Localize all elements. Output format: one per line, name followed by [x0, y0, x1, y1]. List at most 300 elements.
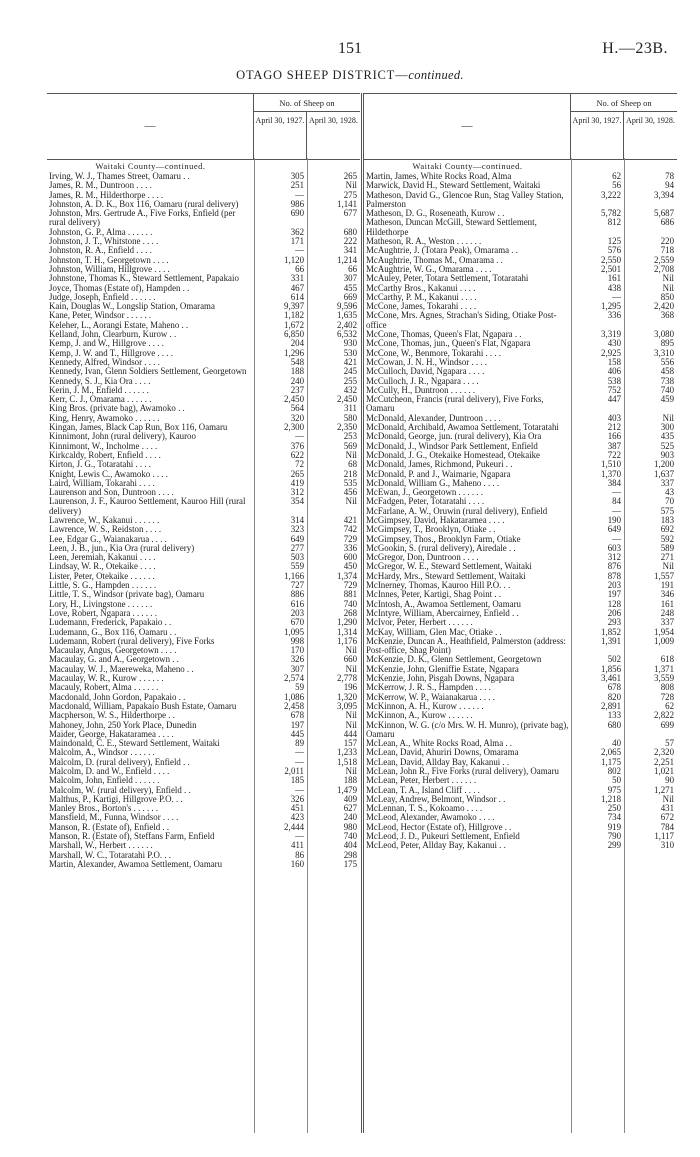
owner-name: James, R. M., Duntroon . . . . — [49, 181, 152, 191]
table-row — [364, 330, 677, 339]
sheep-count-1928: 589 — [660, 542, 674, 553]
table-row — [364, 609, 677, 618]
owner-name: Little, T. S., Windsor (private bag), Oamaru — [49, 590, 205, 600]
sheep-count-1928: 70 — [665, 496, 674, 507]
owner-name: Lory, H., Livingstone . . . . . . — [49, 599, 153, 609]
owner-name: Kingan, James, Black Cap Run, Box 116, Oamaru — [49, 423, 228, 433]
sheep-count-1927: 727 — [290, 580, 304, 591]
sheep-count-1928: 1,954 — [654, 626, 674, 637]
owner-name: Malcolm, A., Windsor . . . . . . — [49, 748, 155, 758]
owner-name: Mansfield, M., Funna, Windsor . . . . — [49, 813, 179, 823]
sheep-count-1928: Nil — [662, 793, 674, 804]
sheep-count-1928: 2,251 — [654, 756, 674, 767]
table-row — [47, 460, 360, 469]
sheep-count-1928: 718 — [660, 245, 674, 256]
sheep-count-1928: 9,596 — [337, 301, 357, 312]
owner-name: Maindonald, C. E., Steward Settlement, Waitaki — [49, 739, 220, 749]
table-row — [364, 544, 677, 553]
sheep-count-1928: 980 — [343, 821, 357, 832]
table-row — [47, 674, 360, 683]
owner-name: McKerrow, W. P., Waianakarua . . . . — [366, 692, 495, 702]
owner-name: Matheson, R. A., Weston . . . . . . — [366, 237, 482, 247]
sheep-count-1928: 311 — [344, 403, 357, 414]
table-row — [364, 246, 677, 255]
sheep-count-1927: 649 — [607, 524, 621, 535]
year-1927-header: April 30, 1927. — [254, 112, 307, 159]
table-row — [364, 284, 677, 293]
sheep-count-1928: 43 — [665, 487, 674, 498]
table-row — [364, 293, 677, 302]
sheep-count-1927: 614 — [290, 291, 304, 302]
sheep-count-1928: 337 — [660, 477, 674, 488]
sheep-count-1928: 729 — [343, 533, 357, 544]
sheep-count-1928: 268 — [343, 607, 357, 618]
sheep-count-1927: 1,370 — [601, 468, 621, 479]
sheep-count-1927: 128 — [607, 598, 621, 609]
table-row — [47, 451, 360, 460]
sheep-count-1928: 346 — [660, 589, 674, 600]
owner-name: McLean, Peter, Herbert . . . . . . — [366, 776, 477, 786]
table-row — [47, 367, 360, 376]
owner-name: Laurenson and Son, Duntroon . . . . — [49, 488, 174, 498]
owner-name: Maider, George, Hakataramea . . . . — [49, 729, 174, 739]
sheep-count-1928: 903 — [660, 449, 674, 460]
sheep-count-1927: 125 — [607, 236, 621, 247]
sheep-count-1927: 326 — [290, 793, 304, 804]
sheep-count-1927: 265 — [290, 468, 304, 479]
sheep-count-1928: 222 — [343, 236, 357, 247]
owner-name: McIntosh, A., Awamoa Settlement, Oamaru — [366, 599, 521, 609]
sheep-count-1927: 2,065 — [601, 747, 621, 758]
sheep-count-1928: 298 — [343, 849, 357, 860]
sheep-count-1928: 2,708 — [654, 263, 674, 274]
sheep-count-1928: 459 — [660, 394, 674, 405]
sheep-count-header: No. of Sheep on — [254, 94, 360, 112]
owner-name: Martin, James, White Rocks Road, Alma — [366, 172, 512, 181]
owner-name: McGimpsey, Thos., Brooklyn Farm, Otiake — [366, 534, 521, 544]
sheep-count-1928: 729 — [343, 580, 357, 591]
sheep-count-1927: 820 — [607, 691, 621, 702]
table-row — [364, 553, 677, 562]
sheep-count-1928: 1,635 — [337, 310, 357, 321]
owner-name: Marshall, W. C., Totaratahi P.O. . . — [49, 850, 171, 860]
owner-name: Matheson, David G., Glencoe Run, Stag Valley Station, Palmerston — [366, 190, 564, 209]
table-row — [47, 544, 360, 553]
sheep-count-1928: 740 — [343, 831, 357, 842]
owner-name: McDonald, George, jun. (rural delivery), Kia Ora — [366, 432, 542, 442]
table-row — [47, 721, 360, 730]
sheep-count-1927: 1,296 — [284, 347, 304, 358]
column-divider — [361, 93, 362, 1133]
sheep-count-1927: 185 — [290, 775, 304, 786]
sheep-count-1927: 790 — [607, 831, 621, 842]
sheep-count-1927: 559 — [290, 561, 304, 572]
owner-name: McCowan, J. N. H., Windsor . . . . — [366, 357, 488, 367]
owner-name: Kirton, J. G., Totaratahi . . . . — [49, 460, 152, 470]
table-row — [364, 423, 677, 432]
owner-name: McKenzie, D. K., Glenn Settlement, Georgetown — [366, 655, 542, 665]
table-row — [364, 442, 677, 451]
owner-name: McLeod, Peter, Allday Bay, Kakanui . . — [366, 841, 506, 851]
owner-name: McKerrow, J. R. S., Hampden . . . . — [366, 683, 491, 693]
sheep-count-1927: 975 — [607, 784, 621, 795]
sheep-count-1927: 203 — [607, 580, 621, 591]
table-row — [47, 702, 360, 711]
owner-name: Manley Bros., Borton's . . . . . . — [49, 804, 159, 814]
sheep-count-1927: 212 — [607, 422, 621, 433]
sheep-count-1928: 1,021 — [654, 766, 674, 776]
sheep-count-1928: 2,778 — [337, 673, 357, 684]
sheep-count-1927: 876 — [607, 561, 621, 572]
sheep-count-1928: 569 — [343, 440, 357, 451]
sheep-count-1928: 307 — [343, 273, 357, 284]
table-row — [364, 172, 677, 181]
table-row — [47, 776, 360, 785]
sheep-count-1928: 3,559 — [654, 673, 674, 684]
table-row — [47, 600, 360, 609]
table-row — [47, 414, 360, 423]
sheep-count-1927: 336 — [607, 310, 621, 321]
table-row — [47, 349, 360, 358]
owner-name: Macpherson, W. S., Hilderthorpe . . — [49, 711, 175, 721]
sheep-count-1927: 86 — [295, 849, 304, 860]
sheep-count-1927: 1,391 — [601, 635, 621, 646]
sheep-count-1928: 1,557 — [654, 570, 674, 581]
sheep-count-1927: 734 — [607, 812, 621, 823]
sheep-count-1928: 530 — [343, 347, 357, 358]
table-row — [47, 767, 360, 776]
owner-name: McDonald, Archibald, Awamoa Settlement, Totaratahi — [366, 423, 559, 433]
owner-name: McDonald, William G., Maheno . . . . — [366, 478, 500, 488]
sheep-count-1928: 627 — [343, 803, 357, 814]
table-row — [364, 414, 677, 423]
table-row — [364, 711, 677, 720]
table-row — [47, 748, 360, 757]
owner-name: McLeod, Alexander, Awamoko . . . . — [366, 813, 495, 823]
sheep-count-1927: 314 — [290, 514, 304, 525]
owner-name: McCutcheon, Francis (rural delivery), Five Forks, Oamaru — [366, 395, 544, 414]
table-row — [47, 200, 360, 209]
table-row — [47, 191, 360, 200]
sheep-count-1927: 376 — [290, 440, 304, 451]
sheep-count-1928: 341 — [343, 245, 357, 256]
sheep-count-1927: 447 — [607, 394, 621, 405]
owner-name: Kennedy, Alfred, Windsor . . . . — [49, 357, 160, 367]
sheep-count-1927: 84 — [612, 496, 621, 507]
sheep-count-1927: 240 — [290, 375, 304, 386]
sheep-count-1927: 384 — [607, 477, 621, 488]
table-row — [47, 646, 360, 655]
table-row — [47, 172, 360, 181]
owner-name: McKenzie, John, Pisgah Downs, Ngapara — [366, 674, 515, 684]
sheep-count-1927: 161 — [607, 273, 621, 284]
sheep-count-1927: 548 — [290, 356, 304, 367]
sheep-count-1927: 251 — [290, 180, 304, 191]
table-row — [47, 618, 360, 627]
owner-name: McAughtrie, Thomas M., Omarama . . — [366, 255, 503, 265]
sheep-count-1928: 3,394 — [654, 189, 674, 200]
owner-name: Ludemann, Robert (rural delivery), Five Forks — [49, 636, 215, 646]
table-row — [47, 246, 360, 255]
sheep-count-1927: 3,461 — [601, 673, 621, 684]
owner-name: Love, Robert, Ngapara . . . . . . — [49, 608, 157, 618]
sheep-count-1928: 191 — [660, 580, 674, 591]
sheep-count-1927: 670 — [290, 617, 304, 628]
sheep-count-1927: 160 — [290, 858, 304, 869]
table-row — [364, 367, 677, 376]
owner-name: McAuley, Peter, Totara Settlement, Totaratahi — [366, 274, 529, 284]
sheep-count-1927: 312 — [607, 552, 621, 563]
sheep-count-1927: 326 — [290, 654, 304, 665]
table-row — [364, 525, 677, 534]
owner-name: McAughtrie, J. (Totara Peak), Omarama . . — [366, 246, 518, 256]
table-row — [47, 479, 360, 488]
sheep-count-1928: 255 — [343, 375, 357, 386]
owner-name: McLennan, T. S., Kokoamo . . . . — [366, 804, 483, 814]
sheep-count-1928: 742 — [343, 524, 357, 535]
sheep-count-1928: 930 — [343, 338, 357, 349]
sheep-count-1927: 3,319 — [601, 329, 621, 340]
table-row — [364, 562, 677, 571]
sheep-count-1928: Nil — [345, 710, 357, 721]
owner-name: McKay, William, Glen Mac, Otiake . . — [366, 627, 502, 637]
sheep-count-1927: 56 — [612, 180, 621, 191]
sheep-count-1927: 72 — [295, 459, 304, 470]
sheep-count-1927: 2,458 — [284, 700, 304, 711]
sheep-count-1928: 3,080 — [654, 329, 674, 340]
sheep-count-1927: 166 — [607, 431, 621, 442]
table-row — [47, 665, 360, 674]
owner-name: Macaulay, Angus, Georgetown . . . . — [49, 646, 177, 656]
owner-name: McCarthy Bros., Kakanui . . . . — [366, 283, 476, 293]
sheep-count-1927: 419 — [290, 477, 304, 488]
table-row — [364, 488, 677, 497]
sheep-count-1927: — — [612, 533, 621, 544]
sheep-count-1927: 752 — [607, 384, 621, 395]
sheep-count-1928: 686 — [660, 217, 674, 228]
table-row — [364, 600, 677, 609]
table-row — [364, 507, 677, 516]
owner-name: Kerin, J. M., Enfield . . . . . . — [49, 385, 149, 395]
sheep-count-1928: 3,310 — [654, 347, 674, 358]
owner-name: Kirkcaldy, Robert, Enfield . . . . — [49, 450, 161, 460]
sheep-count-1927: 690 — [290, 208, 304, 219]
table-row — [364, 683, 677, 692]
sheep-count-1927: 323 — [290, 524, 304, 535]
sheep-count-1928: 1,233 — [337, 747, 357, 758]
left-column — [47, 93, 360, 1133]
sheep-count-1927: 2,925 — [601, 347, 621, 358]
sheep-count-1928: 175 — [343, 858, 357, 869]
sheep-count-1928: 271 — [660, 552, 674, 563]
owner-name: McDonald, James, Richmond, Pukeuri . . — [366, 460, 513, 470]
owner-name: Kelland, John, Clearburn, Kurow . . — [49, 330, 177, 340]
table-row — [364, 470, 677, 479]
sheep-count-1928: 1,314 — [337, 626, 357, 637]
owner-name: Kemp, J. W. and T., Hillgrove . . . . — [49, 348, 173, 358]
sheep-count-1927: 190 — [607, 514, 621, 525]
table-row — [364, 358, 677, 367]
sheep-count-1928: Nil — [662, 282, 674, 293]
owner-name: Malthus, P., Kartigi, Hillgrove P.O. . . — [49, 794, 183, 804]
sheep-count-1928: 310 — [660, 840, 674, 851]
table-row — [47, 637, 360, 646]
owner-name: Kane, Peter, Windsor . . . . . . — [49, 311, 152, 321]
sheep-count-1928: 456 — [343, 487, 357, 498]
sheep-count-1927: 576 — [607, 245, 621, 256]
sheep-count-1927: 2,501 — [601, 263, 621, 274]
table-row — [364, 618, 677, 627]
sheep-count-1928: 881 — [343, 589, 357, 600]
table-row — [47, 256, 360, 265]
sheep-count-1928: 421 — [343, 514, 357, 525]
sheep-count-1928: 248 — [660, 607, 674, 618]
title-main: OTAGO SHEEP DISTRICT— — [236, 68, 409, 82]
sheep-count-1927: — — [612, 505, 621, 516]
sheep-count-1928: 157 — [343, 738, 357, 749]
sheep-count-1928: Nil — [345, 663, 357, 674]
sheep-count-1927: 312 — [290, 487, 304, 498]
sheep-count-1927: 467 — [290, 282, 304, 293]
sheep-count-1928: 575 — [660, 505, 674, 516]
table-row — [364, 804, 677, 813]
sheep-count-1928: 3,095 — [337, 700, 357, 711]
sheep-count-1927: 445 — [290, 728, 304, 739]
table-row — [364, 823, 677, 832]
owner-name: Kemp, J. and W., Hillgrove . . . . — [49, 339, 164, 349]
sheep-count-1928: 337 — [660, 617, 674, 628]
owner-name: Lawrence, W., Kakanui . . . . . . — [49, 515, 160, 525]
right-table-header — [364, 93, 677, 160]
table-row — [364, 395, 677, 414]
owner-name: Macaulay, G. and A., Georgetown . . — [49, 655, 179, 665]
owner-column-header: — — [47, 94, 254, 159]
sheep-count-1928: 738 — [660, 375, 674, 386]
sheep-count-1927: 722 — [607, 449, 621, 460]
section-heading — [364, 158, 677, 172]
sheep-count-1928: 196 — [343, 682, 357, 693]
sheep-count-1928: 1,518 — [337, 756, 357, 767]
sheep-count-1927: 1,852 — [601, 626, 621, 637]
owner-name: Kain, Douglas W., Longslip Station, Omarama — [49, 302, 215, 312]
sheep-count-1927: 430 — [607, 338, 621, 349]
owner-name: Johnstone, Thomas K., Steward Settlement, Papakaio — [49, 274, 239, 284]
owner-name: McCone, Mrs. Agnes, Strachan's Siding, Otiake Post-office — [366, 311, 557, 330]
page-code: H.—23B. — [602, 40, 668, 57]
table-row — [364, 460, 677, 469]
table-row — [364, 841, 677, 850]
owner-name: Leen, Jeremiah, Kakanui . . . . — [49, 553, 156, 563]
owner-name: Johnston, William, Hillgrove . . . . — [49, 264, 170, 274]
table-row — [364, 748, 677, 757]
sheep-count-1927: 678 — [290, 710, 304, 721]
table-row — [47, 562, 360, 571]
sheep-count-1928: Nil — [662, 273, 674, 284]
sheep-count-1927: 411 — [291, 840, 304, 851]
sheep-count-1928: Nil — [345, 719, 357, 730]
owner-name: Joyce, Thomas (Estate of), Hampden . . — [49, 283, 190, 293]
sheep-count-1927: 387 — [607, 440, 621, 451]
table-row — [364, 581, 677, 590]
sheep-count-1928: 1,117 — [654, 831, 674, 842]
owner-name: Lister, Peter, Otekaike . . . . . . — [49, 571, 155, 581]
owner-name: Kennedy, S. J., Kia Ora . . . . — [49, 376, 151, 386]
sheep-count-1928: 618 — [660, 654, 674, 665]
sheep-count-1928: 1,320 — [337, 691, 357, 702]
sheep-count-1927: 503 — [290, 552, 304, 563]
sheep-count-1928: 600 — [343, 552, 357, 563]
sheep-count-1927: 277 — [290, 542, 304, 553]
sheep-count-1927: 1,086 — [284, 691, 304, 702]
owner-name: Laurenson, J. F., Kauroo Settlement, Kauroo Hill (rural delivery) — [49, 497, 246, 516]
sheep-count-1928: 2,450 — [337, 394, 357, 405]
table-row — [364, 776, 677, 785]
table-row — [364, 628, 677, 637]
owner-name: Manson, R. (Estate of), Enfield . . — [49, 822, 170, 832]
sheep-count-1927: — — [612, 291, 621, 302]
sheep-count-1927: 2,550 — [601, 254, 621, 265]
table-row — [364, 479, 677, 488]
sheep-count-1927: 538 — [607, 375, 621, 386]
sheep-count-1927: 1,182 — [284, 310, 304, 321]
owner-name: Kinnimont, John (rural delivery), Kauroo — [49, 432, 196, 442]
owner-name: Manson, R. (Estate of), Steffans Farm, Enfield — [49, 832, 215, 842]
sheep-count-1928: 2,402 — [337, 319, 357, 330]
owner-name: McLeod, J. D., Pukeuri Settlement, Enfield — [366, 832, 520, 842]
owner-name: King Bros. (private bag), Awamoko . . — [49, 404, 185, 414]
sheep-count-1927: 2,891 — [601, 700, 621, 711]
sheep-count-1927: 9,397 — [284, 301, 304, 312]
sheep-count-1927: 3,222 — [601, 189, 621, 200]
table-row — [47, 284, 360, 293]
sheep-count-1927: 1,510 — [601, 459, 621, 470]
owner-name: McKinnon, W. G. (c/o Mrs. W. H. Munro), (private bag), Oamaru — [366, 720, 569, 739]
table-row — [364, 590, 677, 599]
sheep-count-1928: Nil — [662, 561, 674, 572]
table-row — [47, 497, 360, 516]
owner-name: McGregor, Don, Duntroon . . . . — [366, 553, 479, 563]
owner-column-header: — — [364, 94, 571, 159]
owner-name: Matheson, Duncan McGill, Steward Settlement, Hildethorpe — [366, 218, 537, 237]
sheep-count-1927: 307 — [290, 663, 304, 674]
table-row — [47, 683, 360, 692]
table-row — [47, 516, 360, 525]
sheep-count-1928: 672 — [660, 812, 674, 823]
owner-name: Malcolm, W. (rural delivery), Enfield . . — [49, 785, 191, 795]
sheep-count-1927: 89 — [295, 738, 304, 749]
sheep-count-1928: 183 — [660, 514, 674, 525]
sheep-count-1928: 275 — [343, 189, 357, 200]
sheep-count-1928: 728 — [660, 691, 674, 702]
table-row — [364, 237, 677, 246]
owner-name: McKenzie, John, Gleniffie Estate, Ngapara — [366, 664, 519, 674]
sheep-count-1928: 2,320 — [654, 747, 674, 758]
sheep-count-1927: 293 — [607, 617, 621, 628]
owner-name: McLean, David, Ahuriri Downs, Omarama — [366, 748, 519, 758]
county-heading: Waitaki County—continued. — [95, 161, 206, 171]
table-row — [364, 377, 677, 386]
owner-name: Martin, Alexander, Awamoa Settlement, Oamaru — [49, 859, 223, 869]
sheep-count-1927: 354 — [290, 496, 304, 507]
sheep-count-1927: 423 — [290, 812, 304, 823]
owner-name: McKinnon, A., Kurow . . . . . . — [366, 711, 473, 721]
sheep-count-1928: 368 — [660, 310, 674, 321]
owner-name: McKinnon, A. H., Kurow . . . . . . — [366, 701, 484, 711]
owner-name: McCone, Thomas, jun., Queen's Flat, Ngapara — [366, 339, 531, 349]
table-row — [47, 181, 360, 190]
owner-name: Matheson, D. G., Roseneath, Kurow . . — [366, 209, 505, 219]
sheep-count-1928: 220 — [660, 236, 674, 247]
